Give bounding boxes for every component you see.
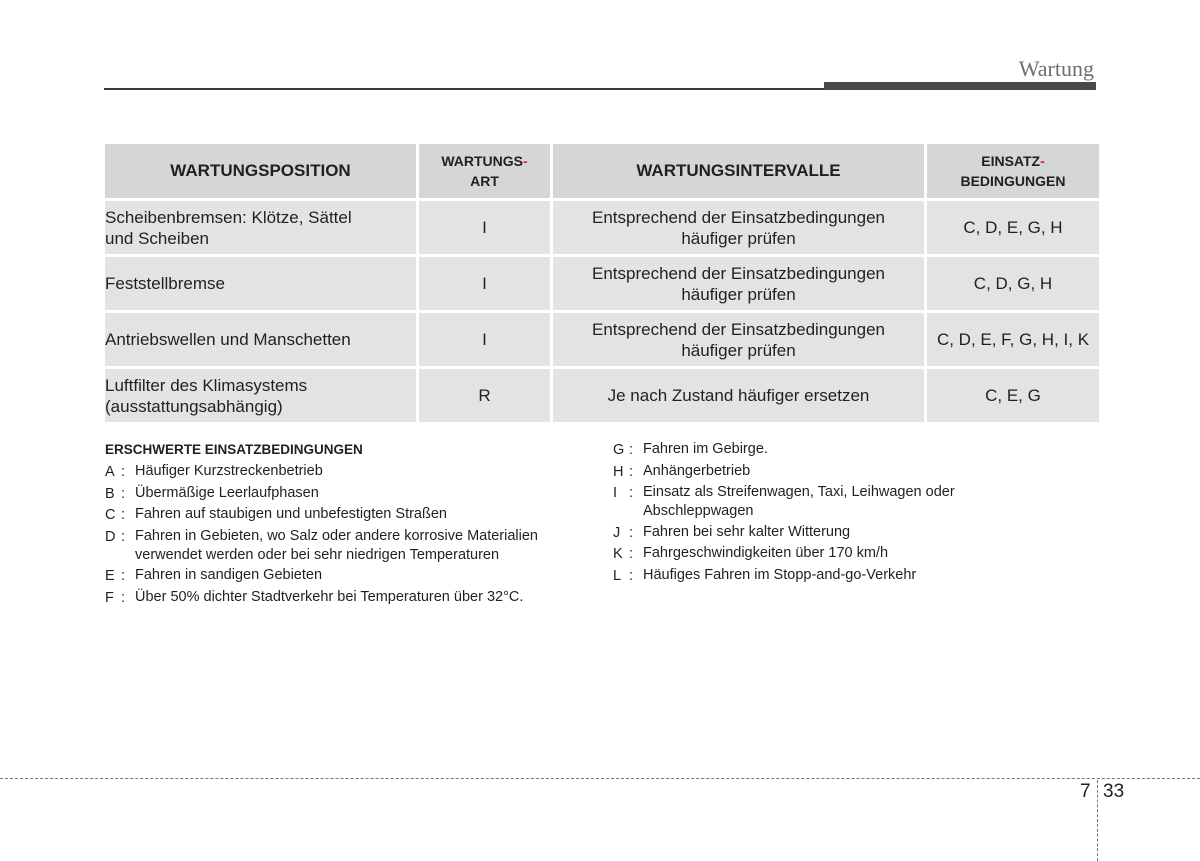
position-line2: und Scheiben xyxy=(105,228,209,248)
maintenance-table xyxy=(102,141,1102,425)
cell-position xyxy=(105,369,416,422)
cell-conditions: C, E, G xyxy=(927,369,1099,422)
header-art-line2: ART xyxy=(470,173,499,189)
note-key: B xyxy=(105,485,115,502)
header-art xyxy=(419,144,550,198)
note-text: Häufiges Fahren im Stopp-and-go-Verkehr xyxy=(643,566,917,583)
note-text: Häufiger Kurzstreckenbetrieb xyxy=(135,463,323,479)
cell-position: Feststellbremse xyxy=(105,257,416,310)
note-colon: : xyxy=(629,463,634,480)
header-conditions-line1: EINSATZ xyxy=(981,153,1041,169)
note-colon: : xyxy=(121,485,126,502)
list-item xyxy=(105,462,585,482)
cell-conditions: C, D, E, G, H xyxy=(927,201,1099,254)
note-text: Fahren in Gebieten, wo Salz oder andere korrosive Materialien verwendet werden oder bei sehr niedrigen Temperaturen xyxy=(135,527,538,563)
chapter-number: 7 xyxy=(1080,781,1091,802)
cell-art: R xyxy=(419,369,550,422)
interval-line1: Entsprechend der Einsatzbedingungen xyxy=(592,207,885,227)
list-item xyxy=(105,566,585,586)
list-item xyxy=(613,440,1033,460)
list-item xyxy=(105,588,585,608)
note-colon: : xyxy=(629,546,634,562)
note-colon: : xyxy=(121,464,126,480)
cell-position xyxy=(105,201,416,254)
list-item xyxy=(105,527,585,565)
header-position: WARTUNGSPOSITION xyxy=(105,144,416,198)
note-colon: : xyxy=(121,528,126,545)
cell-interval xyxy=(553,313,924,366)
interval-line1: Entsprechend der Einsatzbedingungen xyxy=(592,263,885,283)
cell-position: Antriebswellen und Manschetten xyxy=(105,313,416,366)
note-key: C xyxy=(105,507,116,523)
note-key: E xyxy=(105,568,115,584)
note-key: L xyxy=(613,567,622,584)
section-title: Wartung xyxy=(1018,56,1094,81)
note-text: Fahren auf staubigen und unbefestigten Straßen xyxy=(135,506,447,522)
table-row xyxy=(105,313,1099,366)
list-item xyxy=(613,566,1033,586)
list-item xyxy=(105,484,585,504)
cell-interval xyxy=(553,201,924,254)
list-item xyxy=(613,523,1033,543)
position-line1: Scheibenbremsen: Klötze, Sättel xyxy=(105,207,352,227)
note-text: Einsatz als Streifenwagen, Taxi, Leihwagen oder Abschleppwagen xyxy=(643,484,955,519)
list-item xyxy=(613,483,1033,521)
position-line2: (ausstattungsabhängig) xyxy=(105,396,283,416)
conditions-legend-left xyxy=(105,440,585,609)
note-key: H xyxy=(613,463,624,480)
note-key: I xyxy=(613,485,618,501)
header-intervals: WARTUNGSINTERVALLE xyxy=(553,144,924,198)
cell-art: I xyxy=(419,201,550,254)
note-text: Fahren bei sehr kalter Witterung xyxy=(643,523,851,540)
note-key: D xyxy=(105,528,116,545)
table-row xyxy=(105,369,1099,422)
list-item xyxy=(613,462,1033,482)
cell-interval xyxy=(553,257,924,310)
cell-interval: Je nach Zustand häufiger ersetzen xyxy=(553,369,924,422)
note-colon: : xyxy=(121,507,126,523)
table-row xyxy=(105,257,1099,310)
note-text: Fahren im Gebirge. xyxy=(643,441,768,457)
note-colon: : xyxy=(629,442,634,458)
note-text: Über 50% dichter Stadtverkehr bei Temperaturen über 32°C. xyxy=(135,588,524,605)
footer-dotted-rule xyxy=(0,778,1200,779)
note-colon: : xyxy=(121,568,126,584)
table-row xyxy=(105,201,1099,254)
conditions-legend-right xyxy=(613,440,1033,587)
page-number: 33 xyxy=(1103,781,1125,802)
note-colon: : xyxy=(629,485,634,501)
footer-dotted-divider xyxy=(1097,780,1098,861)
interval-line2: häufiger prüfen xyxy=(681,284,796,304)
note-key: F xyxy=(105,589,114,606)
list-item xyxy=(613,544,1033,564)
note-text: Fahrgeschwindigkeiten über 170 km/h xyxy=(643,545,889,561)
interval-line1: Entsprechend der Einsatzbedingungen xyxy=(592,319,885,339)
interval-line2: häufiger prüfen xyxy=(681,340,796,360)
cell-art: I xyxy=(419,257,550,310)
interval-line2: häufiger prüfen xyxy=(681,228,796,248)
note-colon: : xyxy=(629,524,634,541)
header-art-line1: WARTUNGS xyxy=(441,153,523,169)
note-key: J xyxy=(613,524,621,541)
note-key: A xyxy=(105,464,115,480)
note-text: Anhängerbetrieb xyxy=(643,462,751,479)
cell-art: I xyxy=(419,313,550,366)
header-conditions-dash: - xyxy=(1040,153,1045,169)
header-accent-bar xyxy=(824,82,1096,90)
note-colon: : xyxy=(629,567,634,584)
position-line1: Luftfilter des Klimasystems xyxy=(105,375,308,395)
list-item xyxy=(105,505,585,525)
note-key: G xyxy=(613,442,625,458)
note-text: Übermäßige Leerlaufphasen xyxy=(135,484,319,501)
header-art-dash: - xyxy=(523,153,528,169)
conditions-heading: ERSCHWERTE EINSATZBEDINGUNGEN xyxy=(105,442,363,457)
cell-conditions: C, D, G, H xyxy=(927,257,1099,310)
note-colon: : xyxy=(121,589,126,606)
header-conditions-line2: BEDINGUNGEN xyxy=(960,173,1066,189)
cell-conditions: C, D, E, F, G, H, I, K xyxy=(927,313,1099,366)
note-key: K xyxy=(613,546,623,562)
note-text: Fahren in sandigen Gebieten xyxy=(135,567,323,583)
header-conditions xyxy=(927,144,1099,198)
table-header-row xyxy=(105,144,1099,198)
